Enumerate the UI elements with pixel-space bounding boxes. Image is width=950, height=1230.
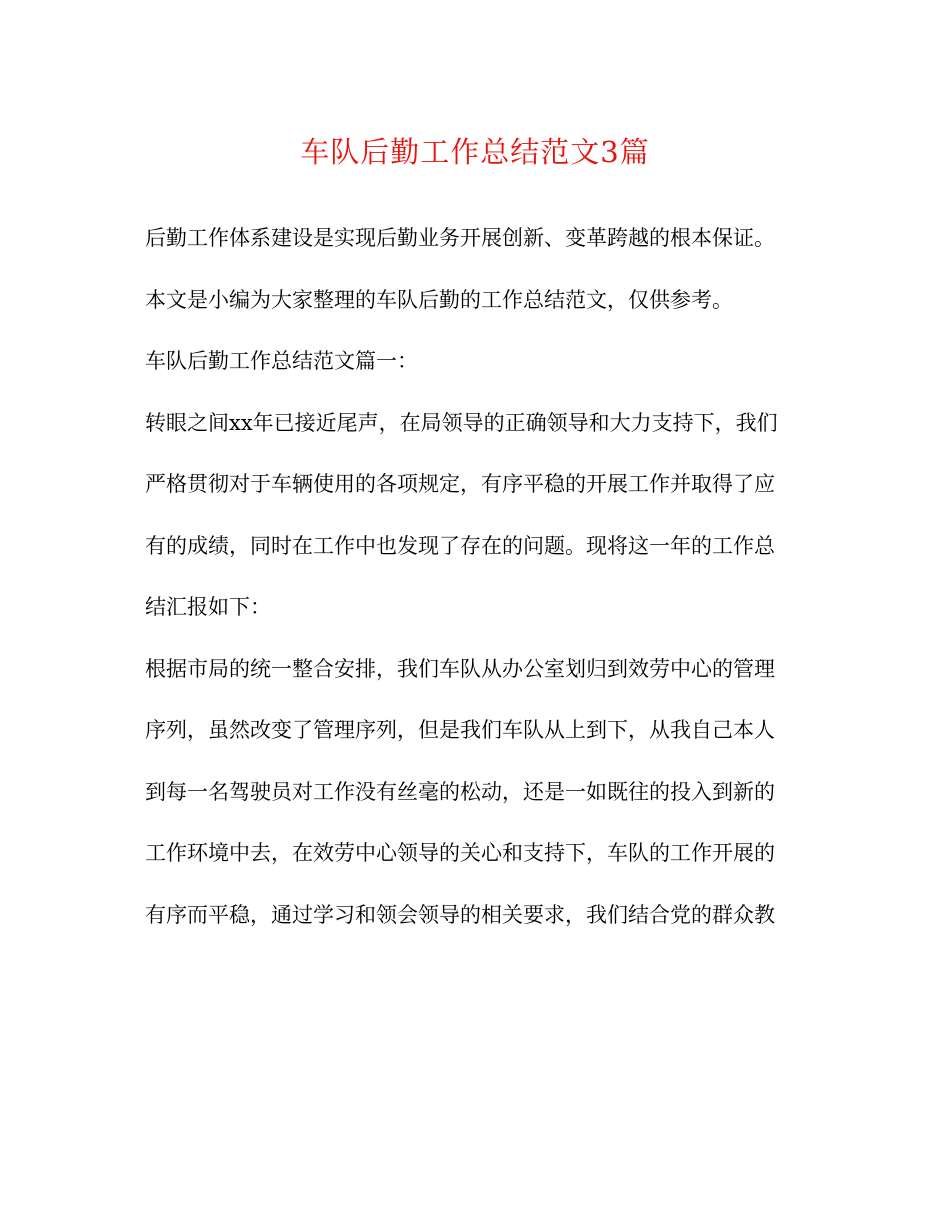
document-body: [145, 208, 810, 946]
body-line: 工作环境中去，在效劳中心领导的关心和支持下，车队的工作开展的: [145, 841, 775, 865]
body-line: 本文是小编为大家整理的车队后勤的工作总结范文，仅供参考。: [145, 287, 733, 312]
body-line: 转眼之间xx年已接近尾声，在局领导的正确领导和大力支持下，我们: [145, 410, 778, 435]
body-line: 根据市局的统一整合安排，我们车队从办公室划归到效劳中心的管理: [145, 656, 775, 681]
body-line: 有序而平稳，通过学习和领会领导的相关要求，我们结合党的群众教: [145, 902, 775, 927]
section-heading: 车队后勤工作总结范文篇一：: [145, 349, 418, 373]
body-line: 严格贯彻对于车辆使用的各项规定，有序平稳的开展工作并取得了应: [145, 472, 775, 496]
body-line: 后勤工作体系建设是实现后勤业务开展创新、变革跨越的根本保证。: [145, 226, 775, 250]
body-line: 序列，虽然改变了管理序列，但是我们车队从上到下，从我自己本人: [145, 718, 775, 742]
document-title: 车队后勤工作总结范文3篇: [300, 135, 650, 169]
body-line: 有的成绩，同时在工作中也发现了存在的问题。现将这一年的工作总: [145, 533, 775, 558]
body-line: 到每一名驾驶员对工作没有丝毫的松动，还是一如既往的投入到新的: [145, 779, 775, 804]
body-line: 结汇报如下：: [145, 595, 271, 619]
